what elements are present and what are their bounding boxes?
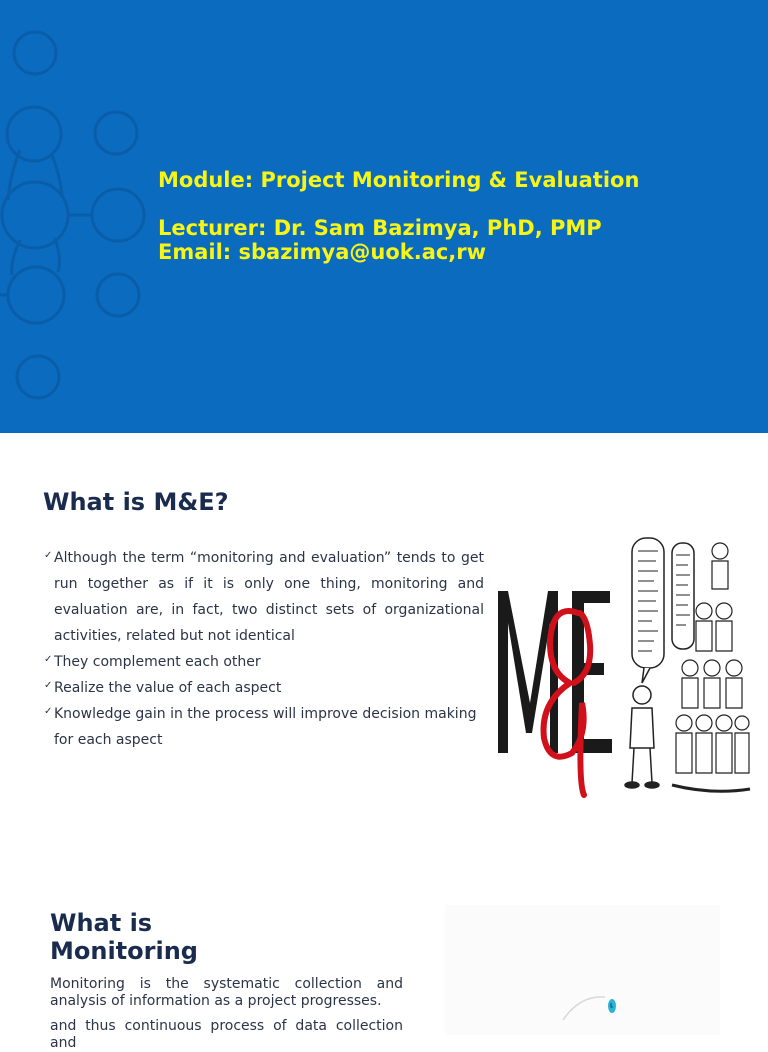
me-logo (498, 591, 612, 795)
slide-heading: What is M&E? (43, 488, 229, 516)
list-item: ✓ They complement each other (44, 649, 484, 675)
monitoring-definition: Monitoring is the systematic collection and analysis of information as a project progresses. and thus continuous process of data collection and (50, 976, 403, 1051)
module-title: Module: Project Monitoring & Evaluation (158, 168, 640, 192)
check-icon: ✓ (44, 654, 53, 665)
check-icon: ✓ (44, 706, 53, 717)
slide-heading: What is Monitoring (50, 909, 198, 965)
email-line: Email: sbazimya@uok.ac,rw (158, 240, 487, 264)
clock-icon (445, 905, 720, 1035)
list-item: ✓ Although the term “monitoring and evaluation” tends to get run together as if it is only one thing, monitoring and evaluation are, in fact, two distinct sets of organizational activities, related but not identical (44, 545, 484, 649)
me-cartoon-image (492, 533, 756, 813)
bullet-list (44, 545, 484, 753)
list-item: ✓ Realize the value of each aspect (44, 675, 484, 701)
check-icon: ✓ (44, 550, 53, 561)
monitoring-image (445, 905, 720, 1035)
check-icon: ✓ (44, 680, 53, 691)
what-is-me-slide (0, 433, 768, 865)
lecturer-line: Lecturer: Dr. Sam Bazimya, PhD, PMP (158, 216, 602, 240)
what-is-monitoring-slide (0, 865, 768, 1051)
circles-decoration (0, 0, 170, 433)
title-slide (0, 0, 768, 433)
list-item: ✓ Knowledge gain in the process will improve decision making for each aspect (44, 701, 484, 753)
